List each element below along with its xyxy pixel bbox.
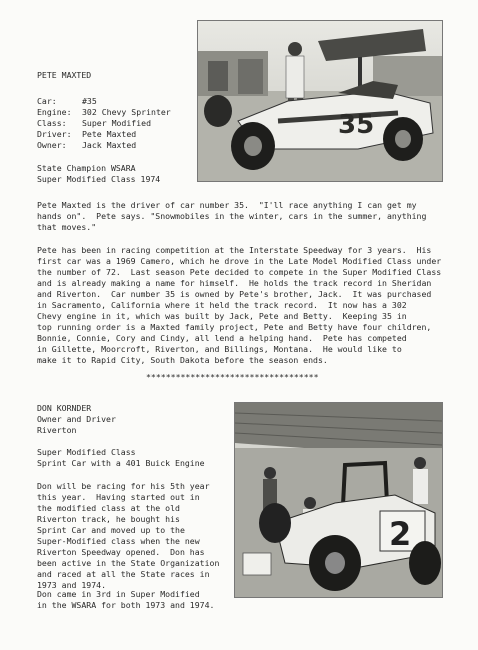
race-car-2-illustration xyxy=(235,403,442,597)
paragraph-line: and is already making a name for himself. He holds the track record in Sheridan xyxy=(37,278,432,288)
paragraph-line: Sprint Car and moved up to the xyxy=(37,525,185,535)
driver-role: Owner and Driver xyxy=(37,414,116,424)
paragraph-line: in Gillette, Moorcroft, Riverton, and Billings, Montana. He would like to xyxy=(37,344,402,354)
paragraph-line: Riverton Speedway opened. Don has xyxy=(37,547,205,557)
spec-value: #35 xyxy=(82,96,97,106)
paragraph-line: hands on". Pete says. "Snowmobiles in the winter, cars in the summer, anything xyxy=(37,211,427,221)
paragraph-line: Don will be racing for his 5th year xyxy=(37,481,210,491)
paragraph-line: in Sacramento, California where it held the track record. It now has a 302 xyxy=(37,300,407,310)
paragraph-line: Bonnie, Connie, Cory and Cindy, all lend a helping hand. Pete has competed xyxy=(37,333,407,343)
spec-label: Class: xyxy=(37,118,67,128)
paragraph-line: Chevy engine in it, which was built by Jack, Pete and Betty. Keeping 35 in xyxy=(37,311,407,321)
driver-name-don-kornder: DON KORNDER xyxy=(37,403,92,413)
car-class-line: Super Modified Class xyxy=(37,447,136,457)
paragraph-line: and raced at all the State races in xyxy=(37,569,210,579)
car-number-35: 35 xyxy=(338,110,375,140)
pete-maxted-car-photo xyxy=(197,20,443,182)
paragraph-line: been active in the State Organization xyxy=(37,558,220,568)
paragraph-line: 1973 and 1974. xyxy=(37,580,107,590)
spec-value: 302 Chevy Sprinter xyxy=(82,107,171,117)
paragraph-line: the number of 72. Last season Pete decided to compete in the Super Modified Class xyxy=(37,267,442,277)
spec-value: Super Modified xyxy=(82,118,152,128)
race-car-35-illustration xyxy=(198,21,442,181)
paragraph-line: Super-Modified class when the new xyxy=(37,536,200,546)
spec-value: Pete Maxted xyxy=(82,129,137,139)
spec-label: Owner: xyxy=(37,140,67,150)
paragraph-line: first car was a 1969 Camero, which he drove in the Late Model Modified Class under xyxy=(37,256,442,266)
section-separator: *********************************** xyxy=(146,372,319,382)
champion-class-line: Super Modified Class 1974 xyxy=(37,174,161,184)
paragraph-line: the modified class at the old xyxy=(37,503,180,513)
paragraph-line: Riverton track, he bought his xyxy=(37,514,180,524)
driver-name-pete-maxted: PETE MAXTED xyxy=(37,70,92,80)
spec-label: Engine: xyxy=(37,107,72,117)
car-number-2: 2 xyxy=(389,515,412,553)
paragraph-line: Don came in 3rd in Super Modified xyxy=(37,589,200,599)
paragraph-line: Pete Maxted is the driver of car number 35. "I'll race anything I can get my xyxy=(37,200,417,210)
paragraph-line: top running order is a Maxted family project, Pete and Betty have four children, xyxy=(37,322,432,332)
spec-label: Driver: xyxy=(37,129,72,139)
paragraph-line: and Riverton. Car number 35 is owned by Pete's brother, Jack. It was purchased xyxy=(37,289,432,299)
spec-label: Car: xyxy=(37,96,57,106)
paragraph-line: that moves." xyxy=(37,222,97,232)
paragraph-line: this year. Having started out in xyxy=(37,492,200,502)
car-engine-line: Sprint Car with a 401 Buick Engine xyxy=(37,458,205,468)
champion-title-line: State Champion WSARA xyxy=(37,163,136,173)
paragraph-line: make it to Rapid City, South Dakota before the season ends. xyxy=(37,355,328,365)
paragraph-line: in the WSARA for both 1973 and 1974. xyxy=(37,600,215,610)
paragraph-line: Pete has been in racing competition at the Interstate Speedway for 3 years. His xyxy=(37,245,432,255)
spec-value: Jack Maxted xyxy=(82,140,137,150)
don-kornder-car-photo xyxy=(234,402,443,598)
driver-town: Riverton xyxy=(37,425,77,435)
